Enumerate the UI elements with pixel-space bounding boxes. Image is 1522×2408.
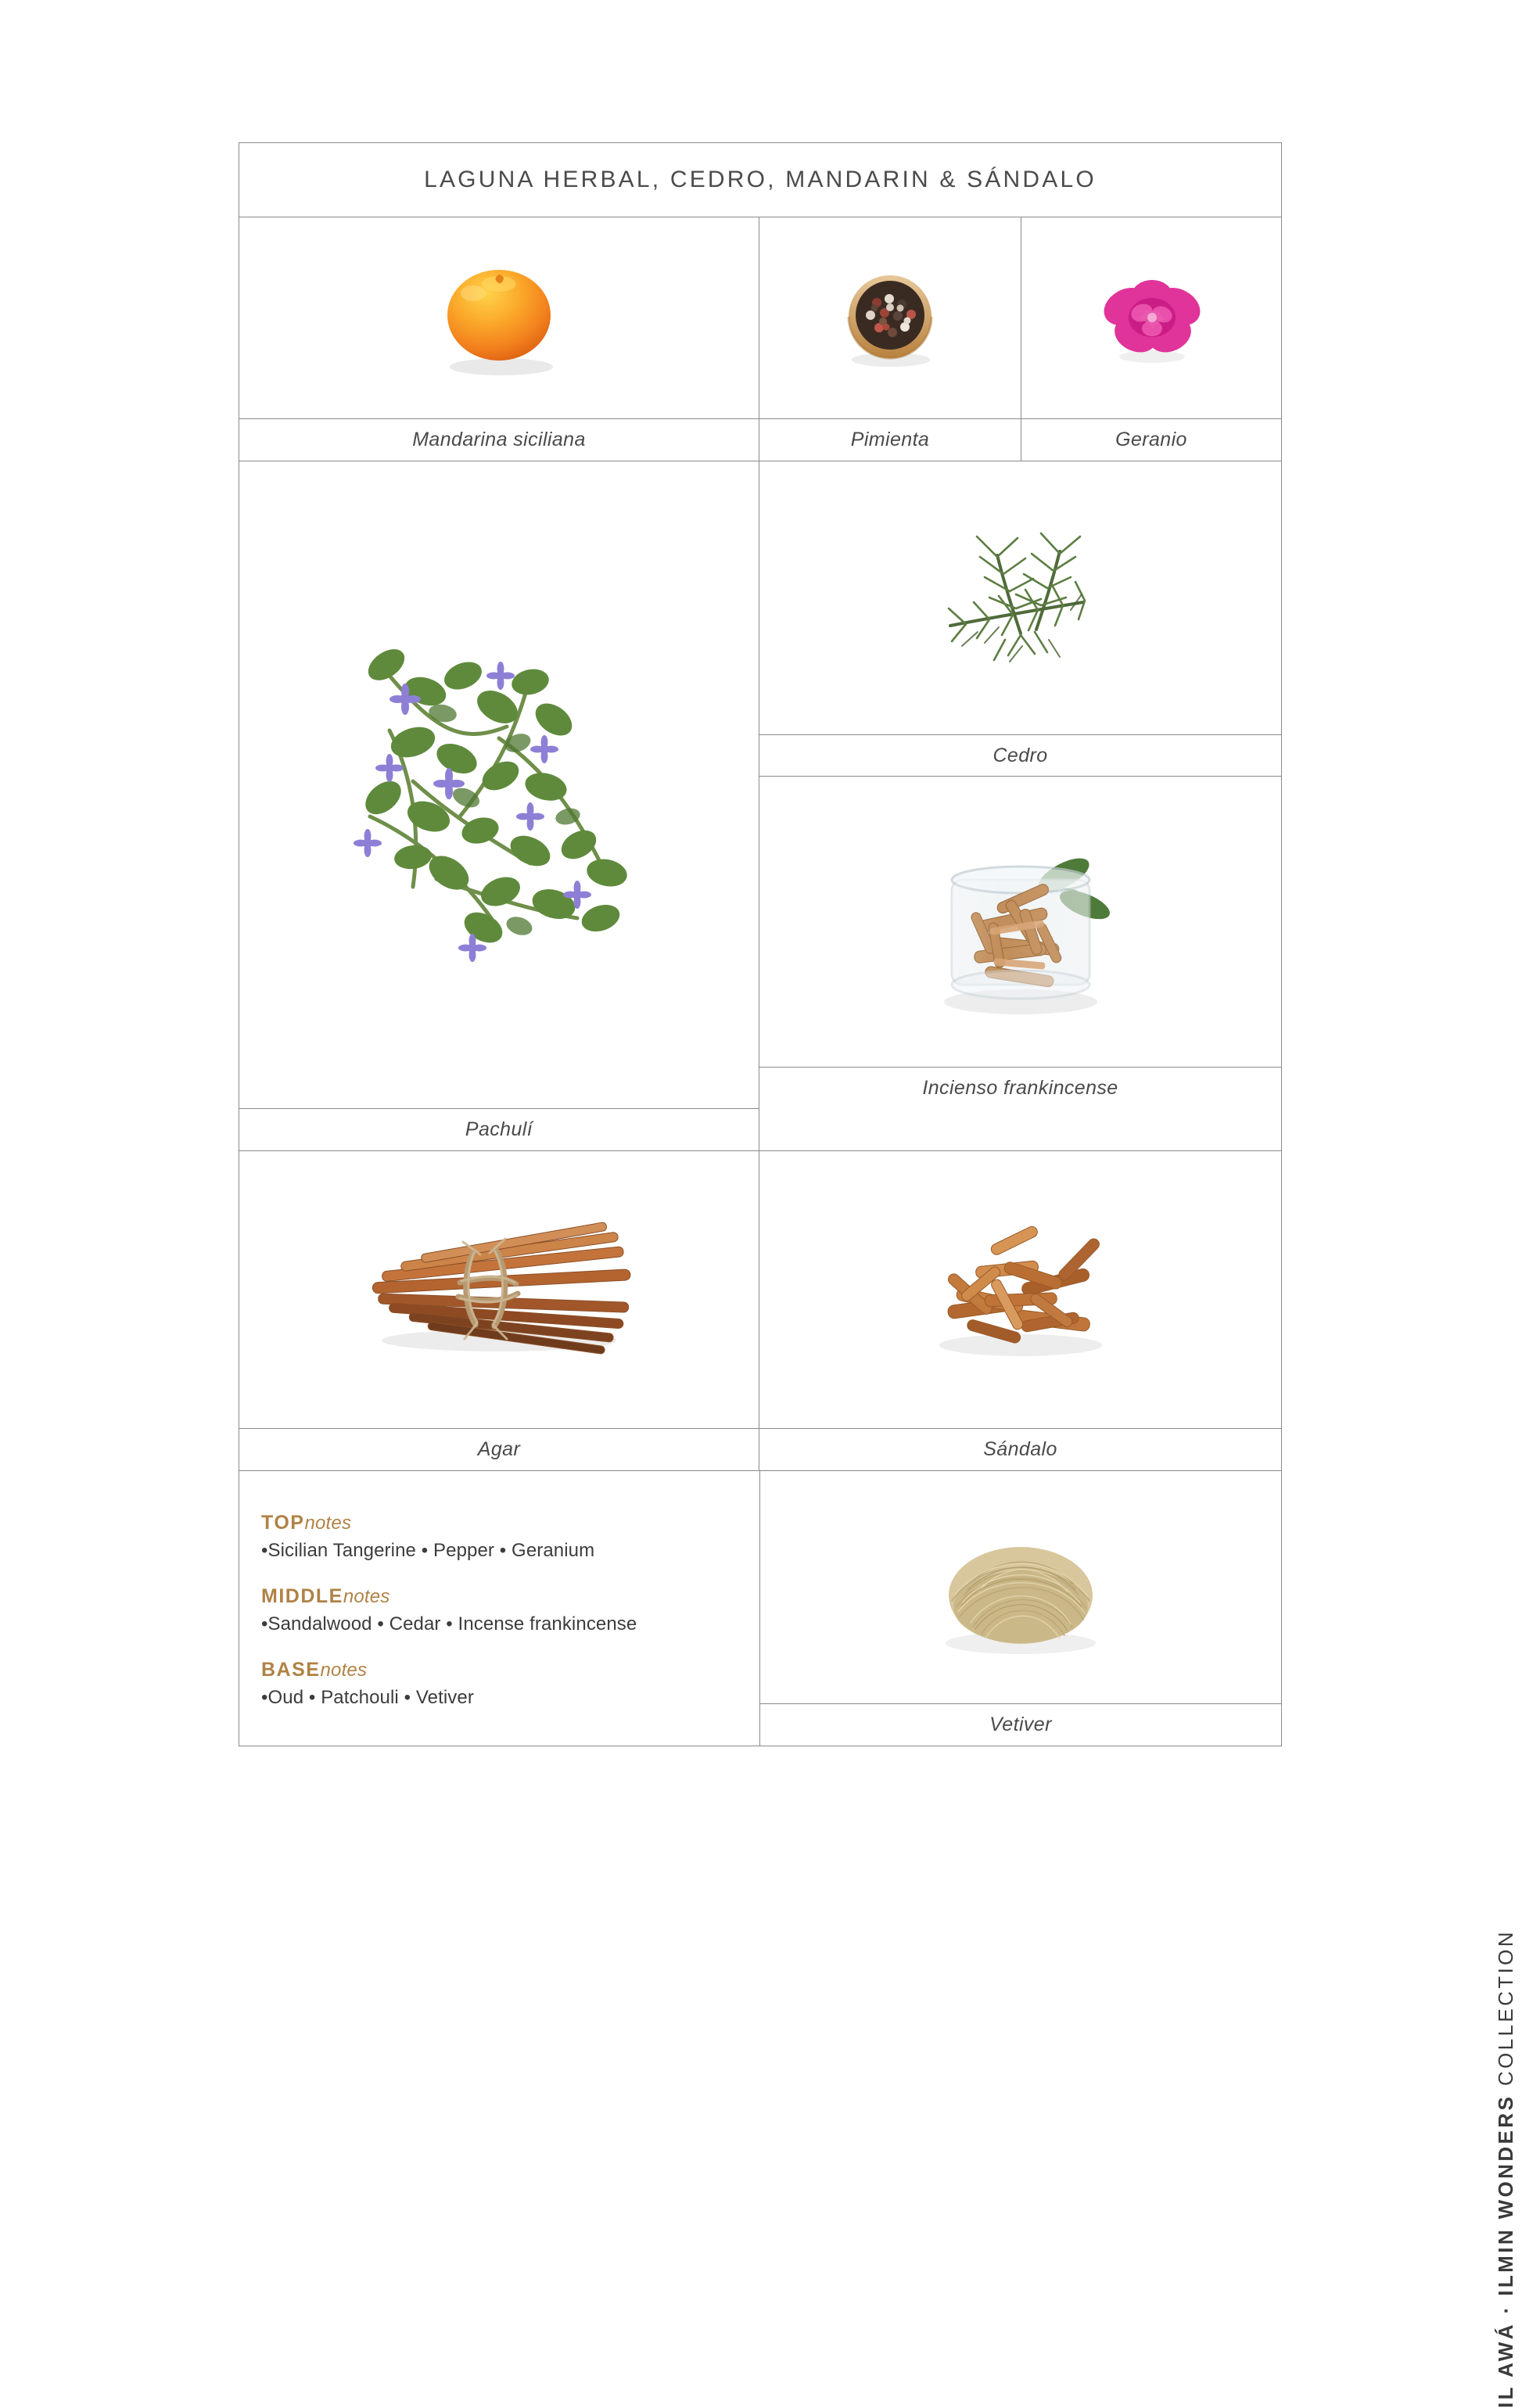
patchouli-plant-icon xyxy=(296,582,702,989)
image-pachuli xyxy=(239,461,759,1109)
note-head-base: BASEnotes xyxy=(261,1659,368,1681)
caption-cedro: Cedro xyxy=(759,735,1281,777)
note-head-middle: MIDDLEnotes xyxy=(261,1585,390,1607)
cell-agar xyxy=(239,1151,759,1470)
note-items-top: •Sicilian Tangerine • Pepper • Geranium xyxy=(261,1540,595,1561)
cedar-sprig-icon xyxy=(903,508,1138,688)
cell-geranio xyxy=(1021,217,1281,461)
collection-side-label xyxy=(1494,1929,1518,2408)
column-cedro-incienso xyxy=(759,461,1281,1150)
geranium-flower-icon xyxy=(1087,260,1216,377)
caption-mandarina: Mandarina siciliana xyxy=(412,429,586,450)
sandalwood-chips-icon xyxy=(903,1200,1138,1380)
row-middle-notes xyxy=(239,461,1281,1150)
image-mandarina xyxy=(239,217,759,419)
cell-mandarina xyxy=(239,217,759,461)
cell-pachuli xyxy=(239,461,759,1150)
cell-sandalo xyxy=(759,1151,1281,1470)
image-agar xyxy=(239,1151,759,1429)
image-pimienta xyxy=(759,217,1021,419)
note-group-top xyxy=(261,1512,759,1562)
peppercorn-bowl-icon xyxy=(830,260,951,377)
image-geranio xyxy=(1021,217,1281,419)
caption-vetiver: Vetiver xyxy=(989,1714,1052,1735)
note-group-middle xyxy=(261,1585,759,1635)
row-base-notes xyxy=(239,1150,1281,1470)
image-incienso xyxy=(759,777,1281,1068)
image-sandalo xyxy=(759,1151,1281,1429)
notes-block xyxy=(239,1471,759,1709)
tangerine-icon xyxy=(425,248,573,389)
caption-sandalo: Sándalo xyxy=(983,1438,1057,1460)
cell-pimienta xyxy=(759,217,1021,461)
side-label-brand: IL AWÁ · ILMIN WONDERS xyxy=(1494,2094,1517,2408)
note-group-base xyxy=(261,1659,759,1709)
note-head-top: TOPnotes xyxy=(261,1512,352,1534)
caption-geranio: Geranio xyxy=(1115,429,1187,450)
caption-incienso: Incienso frankincense xyxy=(922,1077,1118,1099)
page-title: LAGUNA HERBAL, CEDRO, MANDARIN & SÁNDALO xyxy=(424,167,1097,192)
vetiver-roots-icon xyxy=(903,1498,1138,1678)
side-label-collection: COLLECTION xyxy=(1494,1929,1517,2094)
image-cedro xyxy=(759,461,1281,735)
row-top-notes xyxy=(239,217,1281,461)
cell-vetiver xyxy=(759,1471,1281,1746)
row-notes-vetiver xyxy=(239,1470,1281,1746)
caption-pachuli: Pachulí xyxy=(465,1118,533,1140)
caption-pimienta: Pimienta xyxy=(850,429,930,450)
agarwood-bundle-icon xyxy=(335,1208,663,1372)
note-items-middle: •Sandalwood • Cedar • Incense frankincense xyxy=(261,1613,637,1635)
frankincense-jar-icon xyxy=(903,805,1138,1039)
sheet-title-bar xyxy=(239,143,1281,217)
caption-agar: Agar xyxy=(477,1438,521,1460)
cell-notes xyxy=(239,1471,759,1746)
product-sheet xyxy=(239,142,1282,1746)
image-vetiver xyxy=(760,1471,1281,1704)
note-items-base: •Oud • Patchouli • Vetiver xyxy=(261,1687,474,1708)
